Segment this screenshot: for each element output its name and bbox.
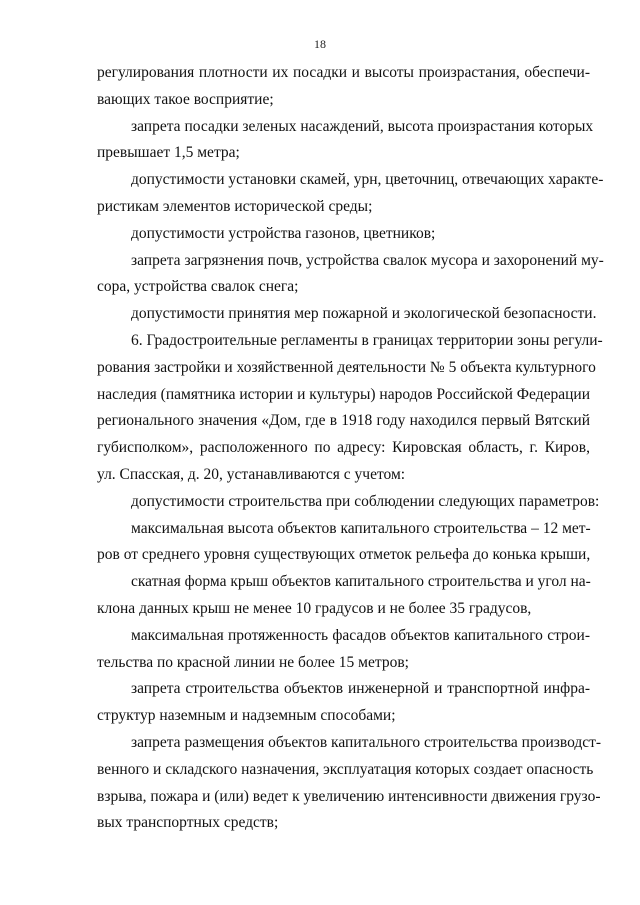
text-line: ристикам элементов исторической среды; [97, 197, 373, 215]
text-line: клона данных крыш не менее 10 градусов и не более 35 градусов, [97, 599, 532, 617]
text-line: сора, устройства свалок снега; [97, 278, 299, 296]
text-line: допустимости принятия мер пожарной и экологической безопасности. [131, 305, 597, 323]
text-line: рования застройки и хозяйственной деятельности № 5 объекта культурного [97, 358, 596, 376]
text-line: максимальная протяженность фасадов объектов капитального строи- [131, 626, 590, 644]
text-line: структур наземным и надземным способами; [97, 707, 396, 725]
text-line: наследия (памятника истории и культуры) народов Российской Федерации [97, 385, 590, 403]
document-body [97, 60, 604, 837]
text-line: венного и складского назначения, эксплуатация которых создает опасность [97, 760, 594, 778]
text-line: запрета размещения объектов капитального строительства производст- [131, 733, 602, 751]
text-line: максимальная высота объектов капитального строительства – 12 мет- [131, 519, 591, 537]
text-line: взрыва, пожара и (или) ведет к увеличению интенсивности движения грузо- [97, 787, 601, 805]
text-line: вых транспортных средств; [97, 814, 279, 832]
text-line: допустимости установки скамей, урн, цветочниц, отвечающих характе- [131, 171, 604, 189]
page-number: 18 [314, 37, 326, 51]
text-line: допустимости строительства при соблюдении следующих параметров: [131, 492, 600, 510]
text-line: запрета посадки зеленых насаждений, высота произрастания которых [131, 117, 594, 135]
text-line: губисполком», расположенного по адресу: Кировская область, г. Киров, [97, 439, 590, 457]
text-line: скатная форма крыш объектов капитального строительства и угол на- [131, 573, 591, 591]
text-line: вающих такое восприятие; [97, 90, 274, 108]
text-line: 6. Градостроительные регламенты в границах территории зоны регули- [131, 331, 603, 349]
text-line: ул. Спасская, д. 20, устанавливаются с учетом: [97, 465, 406, 483]
text-line: тельства по красной линии не более 15 метров; [97, 653, 409, 671]
text-line: ров от среднего уровня существующих отметок рельефа до конька крыши, [97, 546, 591, 564]
text-line: регионального значения «Дом, где в 1918 году находился первый Вятский [97, 412, 590, 430]
text-line: запрета строительства объектов инженерной и транспортной инфра- [131, 680, 590, 698]
text-line: допустимости устройства газонов, цветников; [131, 224, 436, 242]
text-line: превышает 1,5 метра; [97, 144, 240, 162]
text-line: регулирования плотности их посадки и высоты произрастания, обеспечи- [97, 64, 590, 81]
text-line: запрета загрязнения почв, устройства свалок мусора и захоронений му- [131, 251, 604, 269]
